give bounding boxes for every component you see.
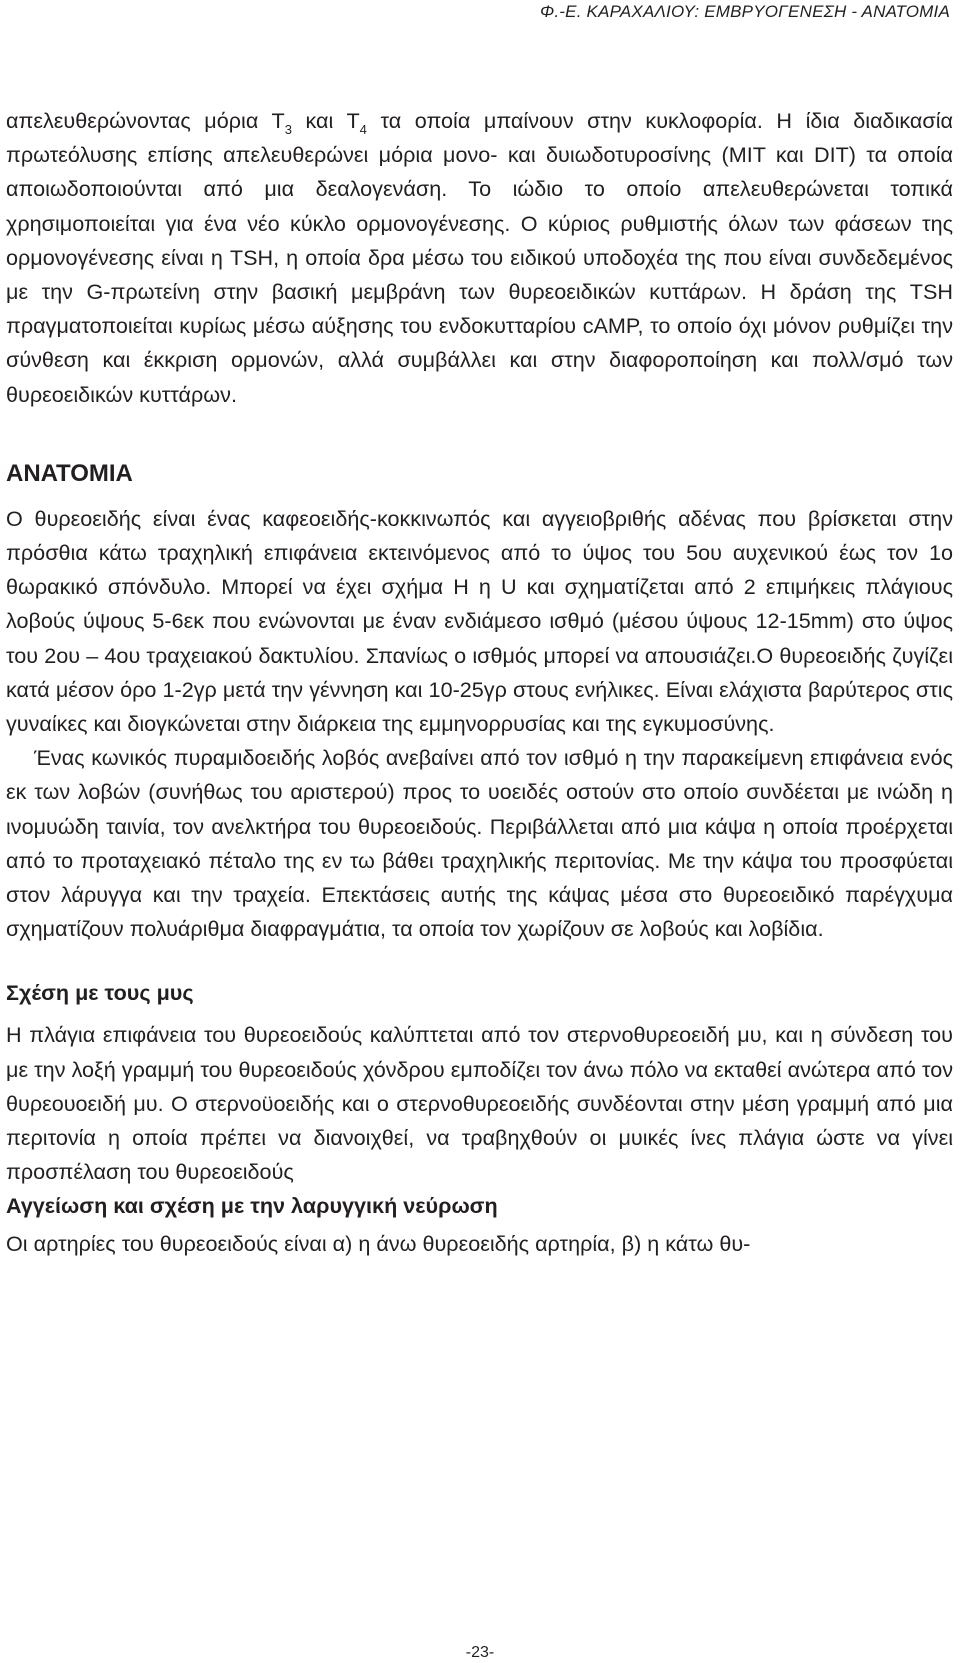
intro-text-part3: τα οποία μπαίνουν στην κυκλοφορία. Η ίδια διαδικασία πρωτεόλυσης επίσης απελευθερώνει μόρια μονο- και δυιωδοτυροσίνης (MIT και DIT) τα οποία αποιωδοποιούνται από μια δεαλογενάση. Το ιώδιο το οποίο απελευθερώνεται τοπικά χρησιμοποιείται για ένα νέο κύκλο ορμονογένεσης. Ο κύριος ρυθμιστής όλων των φάσεων της ορμονογένεσης είναι η TSH, η οποία δρα μέσω του ειδικού υποδοχέα της που είναι συνδεδεμένος με την G-πρωτείνη στην βασική μεμβράνη των θυρεοειδικών κυττάρων. Η δράση της TSH πραγματοποιείται κυρίως μέσω αύξησης του ενδοκυτταρίου cAMP, το οποίο όχι μόνον ρυθμίζει την σύνθεση και έκκριση ορμονών, αλλά συμβάλλει και στην διαφοροποίηση και πολλ/σμό των θυρεοειδικών κυττάρων. bbox=[6, 108, 953, 407]
anatomy-paragraph-2: Ένας κωνικός πυραμιδοειδής λοβός ανεβαίνει από τον ισθμό η την παρακείμενη επιφάνεια ενός εκ των λοβών (συνήθως του αριστερού) προς το υοειδές οστούν στο οποίο συνδέεται με ινώδη η ινομυώδη ταινία, τον ανελκτήρα του θυρεοειδούς. Περιβάλλεται από μια κάψα η οποία προέρχεται από το προταχειακό πέταλο της εν τω βάθει τραχηλικής περιτονίας. Με την κάψα του προσφύεται στον λάρυγγα και την τραχεία. Επεκτάσεις αυτής της κάψας μέσα στο θυρεοειδικό παρέγχυμα σχηματίζουν πολυάριθμα διαφραγμάτια, τα οποία τον χωρίζουν σε λοβούς και λοβίδια. bbox=[6, 745, 953, 942]
running-header: Φ.-Ε. ΚΑΡΑΧΑΛΙΟΥ: ΕΜΒΡΥΟΓΕΝΕΣΗ - ΑΝΑΤΟΜΙΑ bbox=[539, 2, 950, 21]
anatomy-paragraph-1: Ο θυρεοειδής είναι ένας καφεοειδής-κοκκινωπός και αγγειοβριθής αδένας που βρίσκεται στην πρόσθια κάτω τραχηλική επιφάνεια εκτεινόμενος από το ύψος του 5ου αυχενικού έως τον 1ο θωρακικό σπόνδυλο. Μπορεί να έχει σχήμα Η η U και σχηματίζεται από 2 επιμήκεις πλάγιους λοβούς ύψους 5-6εκ που ενώνονται με έναν ενδιάμεσο ισθμό (μέσου ύψους 12-15mm) στο ύψος του 2ου – 4ου τραχειακού δακτυλίου. Σπανίως ο ισθμός μπορεί να απουσιάζει.Ο θυρεοειδής ζυγίζει κατά μέσον όρο 1-2γρ μετά την γέννηση και 10-25γρ στους ενήλικες. Είναι ελάχιστα βαρύτερος στις γυναίκες και διογκώνεται στην διάρκεια της εμμηνορρυσίας και της εγκυμοσύνης. bbox=[6, 505, 953, 737]
t3-subscript: 3 bbox=[284, 122, 292, 137]
section-title-muscles: Σχέση με τους μυς bbox=[6, 980, 194, 1006]
page-body bbox=[6, 104, 953, 1262]
page-number: -23- bbox=[465, 1644, 495, 1661]
section-title-vascular: Αγγείωση και σχέση με την λαρυγγική νεύρωση bbox=[6, 1193, 498, 1219]
muscles-paragraph: Η πλάγια επιφάνεια του θυρεοειδούς καλύπτεται από τον στερνοθυρεοειδή μυ, και η σύνδεση του με την λοξή γραμμή του θυρεοειδούς χόνδρου εμποδίζει τον άνω πόλο να εκταθεί ανώτερα από τον θυρεουοειδή μυ. Ο στερνοϋοειδής και ο στερνοθυρεοειδής συνδέονται στην μέση γραμμή από μια περιτονία η οποία πρέπει να διανοιχθεί, να τραβηχθούν οι μυικές ίνες πλάγια ώστε να γίνει προσπέλαση του θυρεοειδούς bbox=[6, 1022, 953, 1185]
intro-text-part2: και Τ bbox=[291, 108, 360, 133]
intro-paragraph bbox=[6, 104, 953, 412]
vascular-paragraph: Οι αρτηρίες του θυρεοειδούς είναι α) η άνω θυρεοειδής αρτηρία, β) η κάτω θυ- bbox=[6, 1231, 751, 1257]
intro-text-part1: απελευθερώνοντας μόρια Τ bbox=[6, 108, 285, 133]
t4-subscript: 4 bbox=[359, 122, 367, 137]
section-title-anatomy: ΑΝΑΤΟΜΙΑ bbox=[6, 459, 133, 487]
